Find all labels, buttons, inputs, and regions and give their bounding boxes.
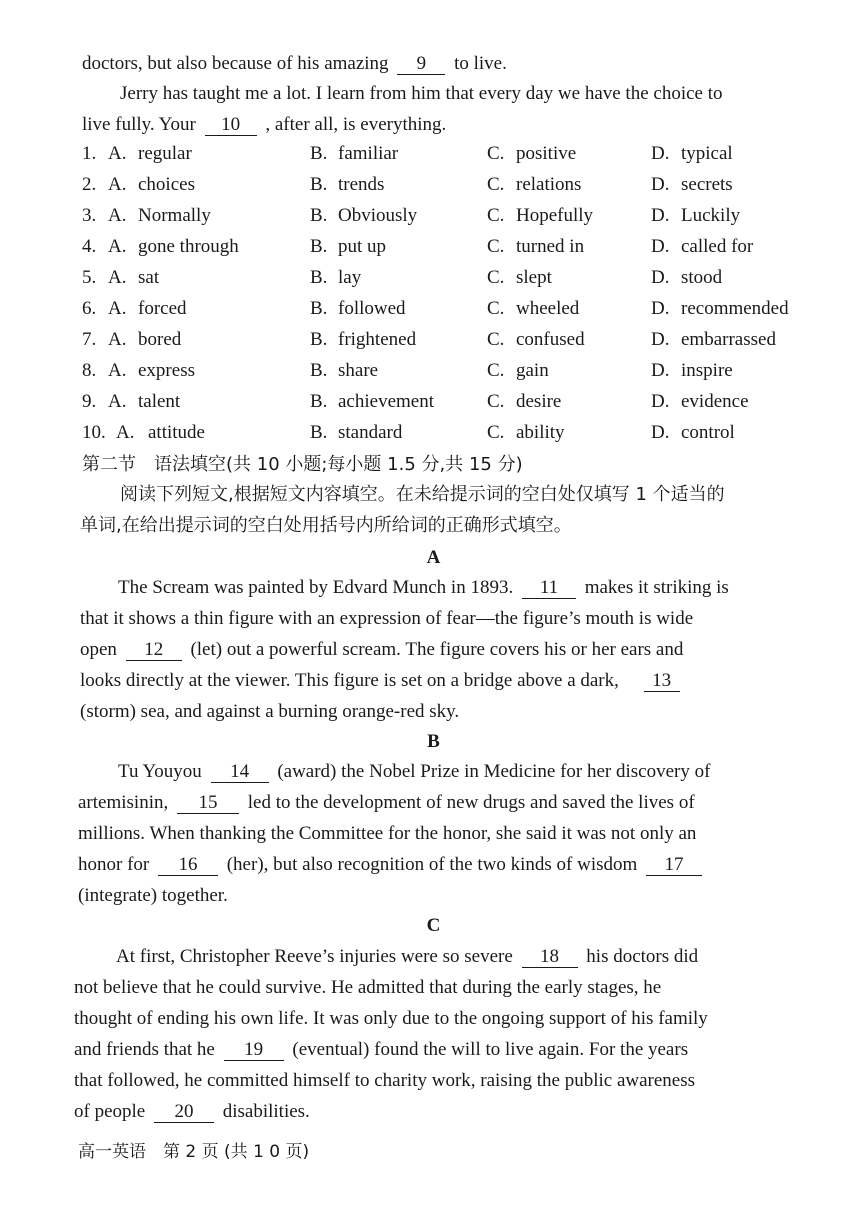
option-d: D. [651, 422, 670, 443]
blank-18: 18 [522, 947, 578, 968]
text-run: (her), but also recognition of the two kinds of wisdom [226, 854, 638, 875]
option-c: C. [487, 267, 505, 288]
option-a: A. [108, 298, 127, 319]
option-c: C. [487, 143, 505, 164]
option-ct: confused [516, 329, 585, 350]
blank-16: 16 [158, 855, 218, 876]
option-c: C. [487, 422, 505, 443]
option-c: C. [487, 205, 505, 226]
option-dt: Luckily [681, 205, 741, 226]
blank-12: 12 [126, 640, 182, 661]
option-d: D. [651, 360, 670, 381]
option-d: D. [651, 267, 670, 288]
option-ct: wheeled [516, 298, 580, 319]
option-a: A. [108, 329, 127, 350]
text-run: and friends that he [74, 1039, 215, 1060]
option-b: B. [310, 143, 328, 164]
option-at: attitude [148, 422, 205, 443]
passage-line [74, 1038, 688, 1062]
instruction-line: 单词,在给出提示词的空白处用括号内所给词的正确形式填空。 [80, 515, 572, 536]
option-num: 2. [82, 174, 97, 195]
text-run: (award) the Nobel Prize in Medicine for her discovery of [277, 761, 711, 782]
option-d: D. [651, 391, 670, 412]
option-dt: embarrassed [681, 329, 776, 350]
passage-line: that followed, he committed himself to charity work, raising the public awareness [74, 1070, 696, 1091]
passage-line [80, 638, 683, 662]
option-b: B. [310, 391, 328, 412]
option-at: bored [138, 329, 182, 350]
option-at: gone through [138, 236, 239, 257]
blank-9: 9 [397, 54, 445, 75]
passage-line [80, 669, 684, 693]
option-b: B. [310, 422, 328, 443]
option-bt: followed [338, 298, 406, 319]
option-c: C. [487, 329, 505, 350]
passage-line [74, 1100, 310, 1124]
blank-20: 20 [154, 1102, 214, 1123]
passage-line [82, 52, 507, 76]
option-c: C. [487, 360, 505, 381]
option-a: A. [108, 360, 127, 381]
option-num: 4. [82, 236, 97, 257]
option-b: B. [310, 236, 328, 257]
option-b: B. [310, 205, 328, 226]
option-a: A. [108, 236, 127, 257]
text-run: The Scream was painted by Edvard Munch in 1893. [118, 577, 514, 598]
passage-line: millions. When thanking the Committee for the honor, she said it was not only an [78, 823, 697, 844]
option-bt: trends [338, 174, 385, 195]
text-run: led to the development of new drugs and saved the lives of [247, 792, 695, 813]
blank-14: 14 [211, 762, 269, 783]
option-bt: familiar [338, 143, 399, 164]
option-b: B. [310, 174, 328, 195]
option-d: D. [651, 298, 670, 319]
option-num: 7. [82, 329, 97, 350]
option-at: forced [138, 298, 187, 319]
option-d: D. [651, 205, 670, 226]
option-d: D. [651, 329, 670, 350]
option-b: B. [310, 267, 328, 288]
text-run: At first, Christopher Reeve’s injuries were so severe [116, 946, 513, 967]
option-num: 9. [82, 391, 97, 412]
option-c: C. [487, 174, 505, 195]
option-at: talent [138, 391, 181, 412]
text-run: to live. [454, 53, 507, 74]
option-bt: lay [338, 267, 362, 288]
option-num: 6. [82, 298, 97, 319]
text-run: his doctors did [586, 946, 699, 967]
page-footer: 高一英语 第 2 页 (共 1 0 页) [78, 1142, 310, 1162]
option-bt: put up [338, 236, 387, 257]
option-bt: achievement [338, 391, 435, 412]
option-dt: evidence [681, 391, 749, 412]
blank-19: 19 [224, 1040, 284, 1061]
option-a: A. [108, 143, 127, 164]
text-run: looks directly at the viewer. This figure is set on a bridge above a dark, [80, 670, 619, 691]
text-run: , after all, is everything. [265, 114, 447, 135]
option-d: D. [651, 236, 670, 257]
option-c: C. [487, 298, 505, 319]
passage-line: that it shows a thin figure with an expression of fear—the figure’s mouth is wide [80, 608, 694, 629]
text-run: (let) out a powerful scream. The figure covers his or her ears and [190, 639, 684, 660]
option-d: D. [651, 174, 670, 195]
passage-line [116, 945, 698, 969]
option-a: A. [108, 174, 127, 195]
option-ct: relations [516, 174, 582, 195]
passage-line: not believe that he could survive. He admitted that during the early stages, he [74, 977, 662, 998]
option-dt: control [681, 422, 735, 443]
passage-line: Jerry has taught me a lot. I learn from him that every day we have the choice to [120, 83, 723, 104]
option-ct: slept [516, 267, 552, 288]
text-run: doctors, but also because of his amazing [82, 53, 389, 74]
passage-line: (integrate) together. [78, 885, 228, 906]
text-run: makes it striking is [584, 577, 729, 598]
blank-13: 13 [644, 671, 680, 692]
instruction-line: 阅读下列短文,根据短文内容填空。在未给提示词的空白处仅填写 1 个适当的 [120, 484, 725, 505]
option-at: choices [138, 174, 195, 195]
passage-line [118, 760, 710, 784]
option-bt: frightened [338, 329, 417, 350]
text-run: artemisinin, [78, 792, 169, 813]
option-at: regular [138, 143, 192, 164]
option-a: A. [116, 422, 135, 443]
option-a: A. [108, 391, 127, 412]
text-run: (eventual) found the will to live again. For the years [292, 1039, 689, 1060]
text-run: of people [74, 1101, 146, 1122]
text-run: disabilities. [222, 1101, 310, 1122]
option-dt: typical [681, 143, 733, 164]
text-run: Tu Youyou [118, 761, 202, 782]
passage-line [82, 113, 446, 137]
option-bt: Obviously [338, 205, 418, 226]
option-dt: inspire [681, 360, 733, 381]
option-dt: secrets [681, 174, 733, 195]
passage-title-c: C [426, 915, 441, 936]
option-ct: turned in [516, 236, 585, 257]
option-ct: ability [516, 422, 565, 443]
option-num: 10. [82, 422, 106, 443]
passage-line: (storm) sea, and against a burning orange-red sky. [80, 701, 460, 722]
option-at: express [138, 360, 195, 381]
section-heading: 第二节 语法填空(共 10 小题;每小题 1.5 分,共 15 分) [82, 454, 523, 475]
blank-17: 17 [646, 855, 702, 876]
option-at: Normally [138, 205, 211, 226]
passage-line: thought of ending his own life. It was only due to the ongoing support of his family [74, 1008, 708, 1029]
option-num: 8. [82, 360, 97, 381]
passage-title-b: B [427, 731, 440, 752]
option-bt: standard [338, 422, 403, 443]
option-num: 3. [82, 205, 97, 226]
blank-11: 11 [522, 578, 576, 599]
passage-line [118, 576, 729, 600]
option-num: 1. [82, 143, 97, 164]
option-at: sat [138, 267, 160, 288]
option-ct: positive [516, 143, 577, 164]
option-num: 5. [82, 267, 97, 288]
passage-line [78, 791, 695, 815]
option-b: B. [310, 298, 328, 319]
option-ct: desire [516, 391, 562, 412]
option-d: D. [651, 143, 670, 164]
blank-15: 15 [177, 793, 239, 814]
option-dt: recommended [681, 298, 789, 319]
option-ct: Hopefully [516, 205, 594, 226]
text-run: honor for [78, 854, 150, 875]
option-ct: gain [516, 360, 549, 381]
option-bt: share [338, 360, 379, 381]
option-c: C. [487, 391, 505, 412]
blank-10: 10 [205, 115, 257, 136]
option-dt: stood [681, 267, 723, 288]
text-run: open [80, 639, 117, 660]
option-b: B. [310, 329, 328, 350]
option-a: A. [108, 267, 127, 288]
option-b: B. [310, 360, 328, 381]
option-dt: called for [681, 236, 754, 257]
option-a: A. [108, 205, 127, 226]
passage-line [78, 853, 706, 877]
text-run: live fully. Your [82, 114, 196, 135]
option-c: C. [487, 236, 505, 257]
passage-title-a: A [426, 547, 441, 568]
